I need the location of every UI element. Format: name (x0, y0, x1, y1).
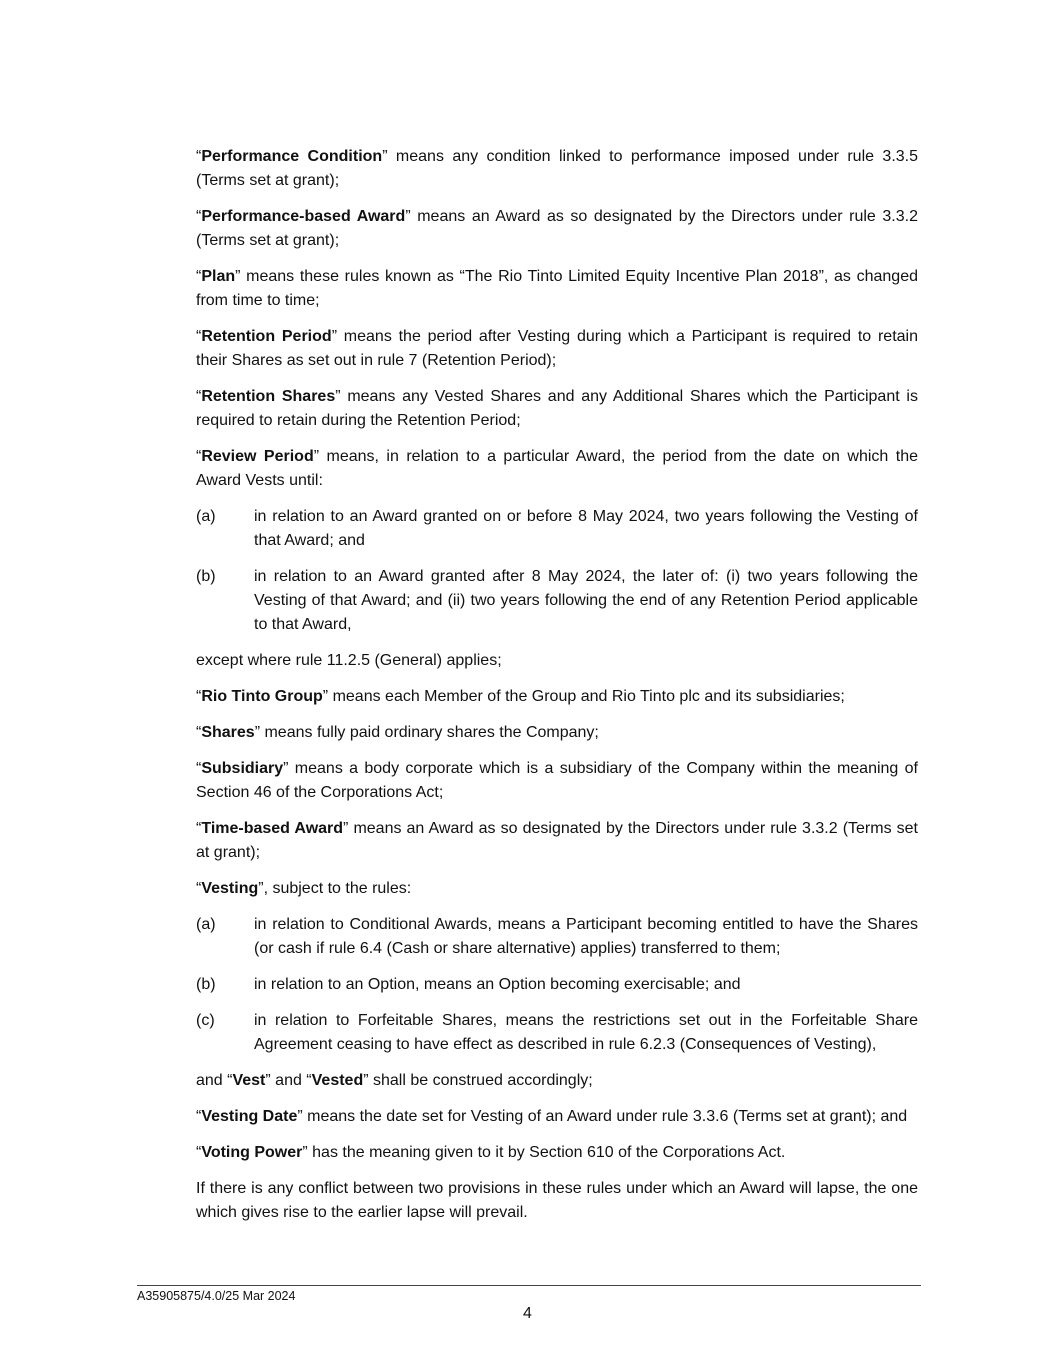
definition-text: , subject to the rules: (263, 880, 412, 897)
definition-performance-based-award: “Performance-based Award” means an Award as so designated by the Directors under rule 3.3.2 (Terms set at grant); (196, 208, 918, 249)
definition-text: means an Award as so designated by the Directors under rule 3.3.2 (Terms set at grant); (196, 820, 918, 861)
review-period-item-b (196, 565, 918, 637)
item-label: (a) (196, 508, 216, 525)
document-reference: A35905875/4.0/25 Mar 2024 (137, 1289, 296, 1303)
definition-subsidiary: “Subsidiary” means a body corporate which is a subsidiary of the Company within the meaning of Section 46 of the Corporations Act; (196, 760, 918, 801)
definition-review-period: “Review Period” means, in relation to a particular Award, the period from the date on which the Award Vests until: (196, 448, 919, 489)
definition-vesting-date: “Vesting Date” means the date set for Vesting of an Award under rule 3.3.6 (Terms set at grant); and (196, 1108, 908, 1125)
definition-text: has the meaning given to it by Section 610 of the Corporations Act. (307, 1144, 786, 1161)
definition-text: means these rules known as “The Rio Tinto Limited Equity Incentive Plan 2018”, as changed from time to time; (196, 268, 918, 309)
tail-suffix: ” shall be construed accordingly; (363, 1072, 593, 1089)
tail-middle: ” and “ (265, 1072, 312, 1089)
page-number: 4 (523, 1305, 532, 1322)
item-text: in relation to an Award granted on or before 8 May 2024, two years following the Vesting of that Award; and (254, 508, 918, 549)
definition-text: means, in relation to a particular Award, the period from the date on which the Award Vests until: (196, 448, 919, 489)
item-text: in relation to an Award granted after 8 May 2024, the later of: (i) two years following the Vesting of that Award; and (ii) two years following the end of any Retention Period applicable to that Award, (254, 568, 918, 633)
tail-prefix: and “ (196, 1072, 233, 1089)
defined-term: Plan (201, 268, 236, 285)
vesting-item-b (196, 973, 918, 997)
defined-term: Vested (311, 1072, 364, 1089)
item-label: (b) (196, 568, 216, 585)
vesting-item-c (196, 1009, 918, 1057)
definition-text: means an Award as so designated by the Directors under rule 3.3.2 (Terms set at grant); (196, 208, 918, 249)
defined-term: Time-based Award (201, 820, 344, 837)
definition-text: means any Vested Shares and any Additional Shares which the Participant is required to retain during the Retention Period; (196, 388, 918, 429)
document-body (196, 145, 918, 1237)
definition-text: means a body corporate which is a subsidiary of the Company within the meaning of Section 46 of the Corporations Act; (196, 760, 918, 801)
defined-term: Rio Tinto Group (201, 688, 323, 705)
defined-term: Vesting (201, 880, 259, 897)
defined-term: Voting Power (201, 1144, 303, 1161)
closing-paragraph: If there is any conflict between two provisions in these rules under which an Award will lapse, the one which gives rise to the earlier lapse will prevail. (196, 1180, 918, 1221)
definition-time-based-award: “Time-based Award” means an Award as so designated by the Directors under rule 3.3.2 (Terms set at grant); (196, 820, 918, 861)
definition-plan: “Plan” means these rules known as “The Rio Tinto Limited Equity Incentive Plan 2018”, as changed from time to time; (196, 268, 918, 309)
definition-text: means the date set for Vesting of an Award under rule 3.3.6 (Terms set at grant); and (302, 1108, 908, 1125)
definition-retention-period: “Retention Period” means the period after Vesting during which a Participant is required to retain their Shares as set out in rule 7 (Retention Period); (196, 328, 919, 369)
definition-shares: “Shares” means fully paid ordinary shares the Company; (196, 724, 599, 741)
defined-term: Shares (201, 724, 255, 741)
item-text: in relation to Conditional Awards, means a Participant becoming entitled to have the Shares (or cash if rule 6.4 (Cash or share alternative) applies) transferred to them; (254, 916, 918, 957)
definition-vesting: “Vesting”, subject to the rules: (196, 880, 412, 897)
footer-divider (137, 1285, 921, 1286)
item-label: (b) (196, 976, 216, 993)
review-period-tail: except where rule 11.2.5 (General) applies; (196, 652, 502, 669)
definition-text: means the period after Vesting during which a Participant is required to retain their Shares as set out in rule 7 (Retention Period); (196, 328, 919, 369)
review-period-item-a (196, 505, 918, 553)
definition-performance-condition: “Performance Condition” means any condition linked to performance imposed under rule 3.3.5 (Terms set at grant); (196, 148, 918, 189)
defined-term: Retention Shares (201, 388, 336, 405)
defined-term: Subsidiary (201, 760, 284, 777)
item-label: (c) (196, 1012, 215, 1029)
defined-term: Retention Period (201, 328, 332, 345)
item-text: in relation to Forfeitable Shares, means the restrictions set out in the Forfeitable Share Agreement ceasing to have effect as described in rule 6.2.3 (Consequences of Vesting), (254, 1012, 918, 1053)
vesting-item-a (196, 913, 918, 961)
definition-text: means each Member of the Group and Rio Tinto plc and its subsidiaries; (328, 688, 845, 705)
defined-term: Vesting Date (201, 1108, 298, 1125)
item-text: in relation to an Option, means an Option becoming exercisable; and (254, 976, 741, 993)
vesting-tail (196, 1069, 918, 1093)
definition-text: means fully paid ordinary shares the Company; (260, 724, 599, 741)
definition-text: means any condition linked to performance imposed under rule 3.3.5 (Terms set at grant); (196, 148, 918, 189)
defined-term: Performance-based Award (201, 208, 406, 225)
defined-term: Performance Condition (201, 148, 383, 165)
definition-voting-power: “Voting Power” has the meaning given to it by Section 610 of the Corporations Act. (196, 1144, 786, 1161)
item-label: (a) (196, 916, 216, 933)
defined-term: Vest (232, 1072, 266, 1089)
definition-rio-tinto-group: “Rio Tinto Group” means each Member of the Group and Rio Tinto plc and its subsidiaries; (196, 688, 845, 705)
definition-retention-shares: “Retention Shares” means any Vested Shares and any Additional Shares which the Participant is required to retain during the Retention Period; (196, 388, 918, 429)
defined-term: Review Period (201, 448, 314, 465)
